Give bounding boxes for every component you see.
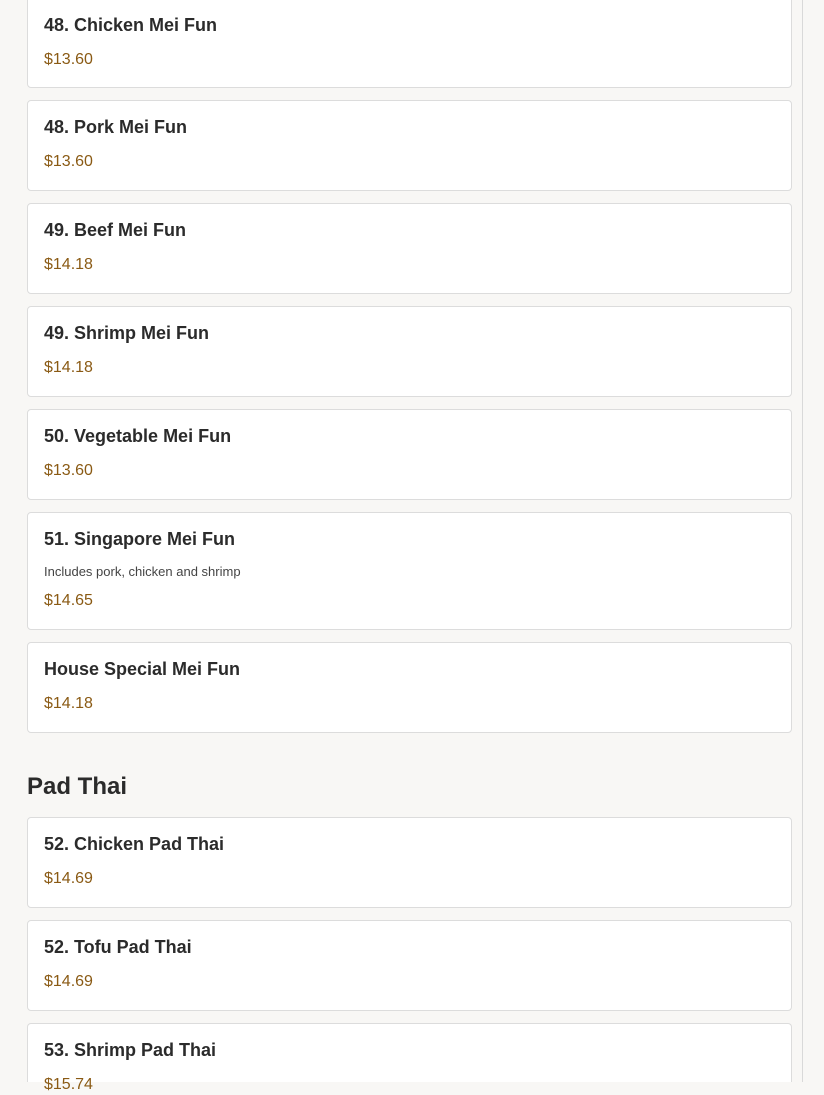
menu-item-name: 52. Tofu Pad Thai: [44, 937, 192, 957]
menu-item-card[interactable]: [27, 203, 792, 294]
menu-item-name: House Special Mei Fun: [44, 659, 241, 679]
menu-item-card[interactable]: [27, 642, 792, 733]
menu-item-name: 51. Singapore Mei Fun: [44, 529, 236, 549]
menu-item-card[interactable]: [27, 409, 792, 500]
menu-item-price: $14.69: [44, 870, 93, 887]
menu-item-card[interactable]: [27, 1023, 792, 1093]
menu-item-name: 50. Vegetable Mei Fun: [44, 426, 232, 446]
menu-item-description: Includes pork, chicken and shrimp: [44, 564, 241, 579]
menu-item-name: 49. Beef Mei Fun: [44, 220, 187, 240]
menu-item-card[interactable]: [27, 920, 792, 1011]
menu-item-price: $15.74: [44, 1076, 93, 1093]
menu-item-name: 48. Pork Mei Fun: [44, 117, 188, 137]
menu-item-card[interactable]: [27, 100, 792, 191]
section-title-pad-thai: Pad Thai: [27, 773, 128, 800]
menu-item-price: $14.18: [44, 695, 93, 712]
menu-item-name: 53. Shrimp Pad Thai: [44, 1040, 217, 1060]
menu-item-name: 52. Chicken Pad Thai: [44, 834, 225, 854]
menu-item-price: $14.65: [44, 592, 93, 609]
menu-item-name: 49. Shrimp Mei Fun: [44, 323, 210, 343]
menu-item-price: $14.18: [44, 256, 93, 273]
menu-item-price: $13.60: [44, 153, 93, 170]
menu-item-card[interactable]: [27, 817, 792, 908]
menu-item-card[interactable]: [27, 512, 792, 630]
menu-item-name: 48. Chicken Mei Fun: [44, 15, 218, 35]
menu-item-price: $13.60: [44, 51, 93, 68]
menu-item-price: $13.60: [44, 462, 93, 479]
menu-item-card[interactable]: [27, 306, 792, 397]
menu-item-card[interactable]: [27, 0, 792, 88]
menu-item-price: $14.69: [44, 973, 93, 990]
menu-item-price: $14.18: [44, 359, 93, 376]
